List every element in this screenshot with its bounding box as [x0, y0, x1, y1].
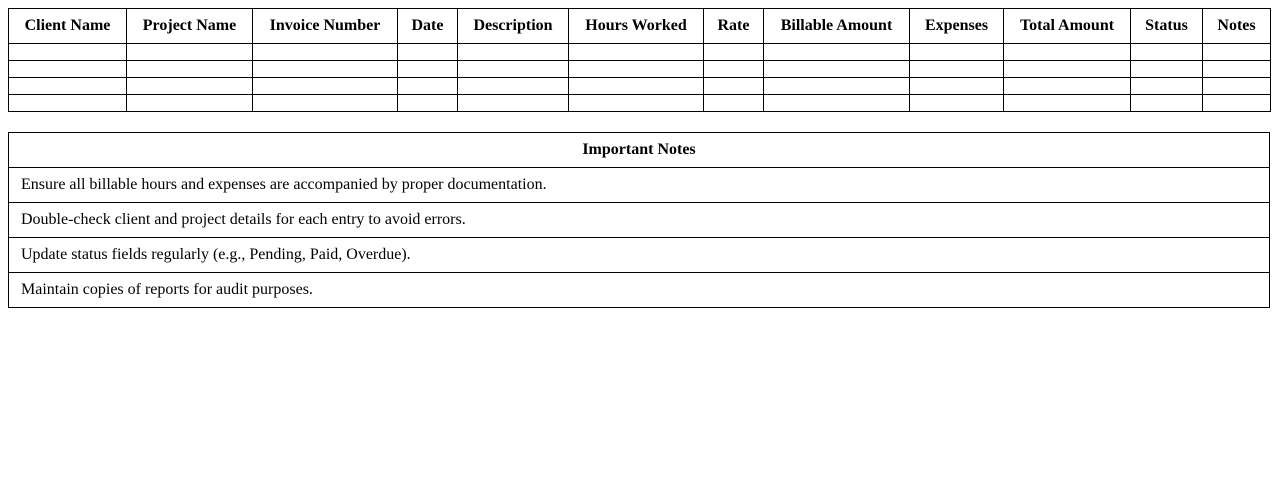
- table-cell: [253, 44, 398, 61]
- column-header-invoice-number: Invoice Number: [253, 9, 398, 44]
- table-cell: [910, 95, 1004, 112]
- table-cell: [1203, 44, 1271, 61]
- table-cell: [127, 44, 253, 61]
- table-cell: [9, 61, 127, 78]
- table-cell: [1131, 44, 1203, 61]
- table-cell: [9, 95, 127, 112]
- table-cell: [1131, 61, 1203, 78]
- table-cell: [910, 61, 1004, 78]
- column-header-total-amount: Total Amount: [1004, 9, 1131, 44]
- table-cell: [1203, 78, 1271, 95]
- table-cell: [764, 44, 910, 61]
- notes-header-row: [9, 133, 1270, 168]
- column-header-notes: Notes: [1203, 9, 1271, 44]
- table-cell: [910, 78, 1004, 95]
- note-item: Maintain copies of reports for audit purposes.: [9, 273, 1270, 308]
- note-row: [9, 273, 1270, 308]
- column-header-date: Date: [398, 9, 458, 44]
- table-row: [9, 78, 1271, 95]
- column-header-hours-worked: Hours Worked: [569, 9, 704, 44]
- table-cell: [253, 61, 398, 78]
- table-cell: [764, 95, 910, 112]
- table-cell: [704, 95, 764, 112]
- table-cell: [1131, 78, 1203, 95]
- column-header-client-name: Client Name: [9, 9, 127, 44]
- billing-table: [8, 8, 1271, 112]
- column-header-billable-amount: Billable Amount: [764, 9, 910, 44]
- note-row: [9, 203, 1270, 238]
- table-cell: [398, 95, 458, 112]
- table-cell: [458, 78, 569, 95]
- note-row: [9, 168, 1270, 203]
- table-cell: [458, 61, 569, 78]
- table-cell: [704, 61, 764, 78]
- table-cell: [764, 78, 910, 95]
- table-cell: [569, 44, 704, 61]
- table-cell: [127, 61, 253, 78]
- table-cell: [1131, 95, 1203, 112]
- table-row: [9, 44, 1271, 61]
- column-header-rate: Rate: [704, 9, 764, 44]
- note-item: Double-check client and project details for each entry to avoid errors.: [9, 203, 1270, 238]
- table-cell: [398, 61, 458, 78]
- table-cell: [704, 44, 764, 61]
- table-cell: [569, 61, 704, 78]
- note-item: Ensure all billable hours and expenses are accompanied by proper documentation.: [9, 168, 1270, 203]
- important-notes-table: [8, 132, 1270, 308]
- table-cell: [1004, 78, 1131, 95]
- billing-table-body: [9, 44, 1271, 112]
- table-cell: [764, 61, 910, 78]
- table-cell: [253, 95, 398, 112]
- table-cell: [253, 78, 398, 95]
- table-cell: [398, 44, 458, 61]
- table-cell: [127, 78, 253, 95]
- table-cell: [1004, 61, 1131, 78]
- table-cell: [398, 78, 458, 95]
- table-cell: [569, 78, 704, 95]
- note-row: [9, 238, 1270, 273]
- table-cell: [704, 78, 764, 95]
- column-header-expenses: Expenses: [910, 9, 1004, 44]
- header-row: [9, 9, 1271, 44]
- column-header-status: Status: [1131, 9, 1203, 44]
- table-cell: [910, 44, 1004, 61]
- billing-table-header: [9, 9, 1271, 44]
- table-cell: [1004, 44, 1131, 61]
- column-header-project-name: Project Name: [127, 9, 253, 44]
- column-header-description: Description: [458, 9, 569, 44]
- table-row: [9, 95, 1271, 112]
- table-cell: [458, 44, 569, 61]
- note-item: Update status fields regularly (e.g., Pending, Paid, Overdue).: [9, 238, 1270, 273]
- table-cell: [1203, 61, 1271, 78]
- table-cell: [458, 95, 569, 112]
- table-cell: [569, 95, 704, 112]
- table-cell: [9, 78, 127, 95]
- table-row: [9, 61, 1271, 78]
- table-cell: [1203, 95, 1271, 112]
- table-cell: [1004, 95, 1131, 112]
- table-cell: [9, 44, 127, 61]
- important-notes-title: Important Notes: [9, 133, 1270, 168]
- table-cell: [127, 95, 253, 112]
